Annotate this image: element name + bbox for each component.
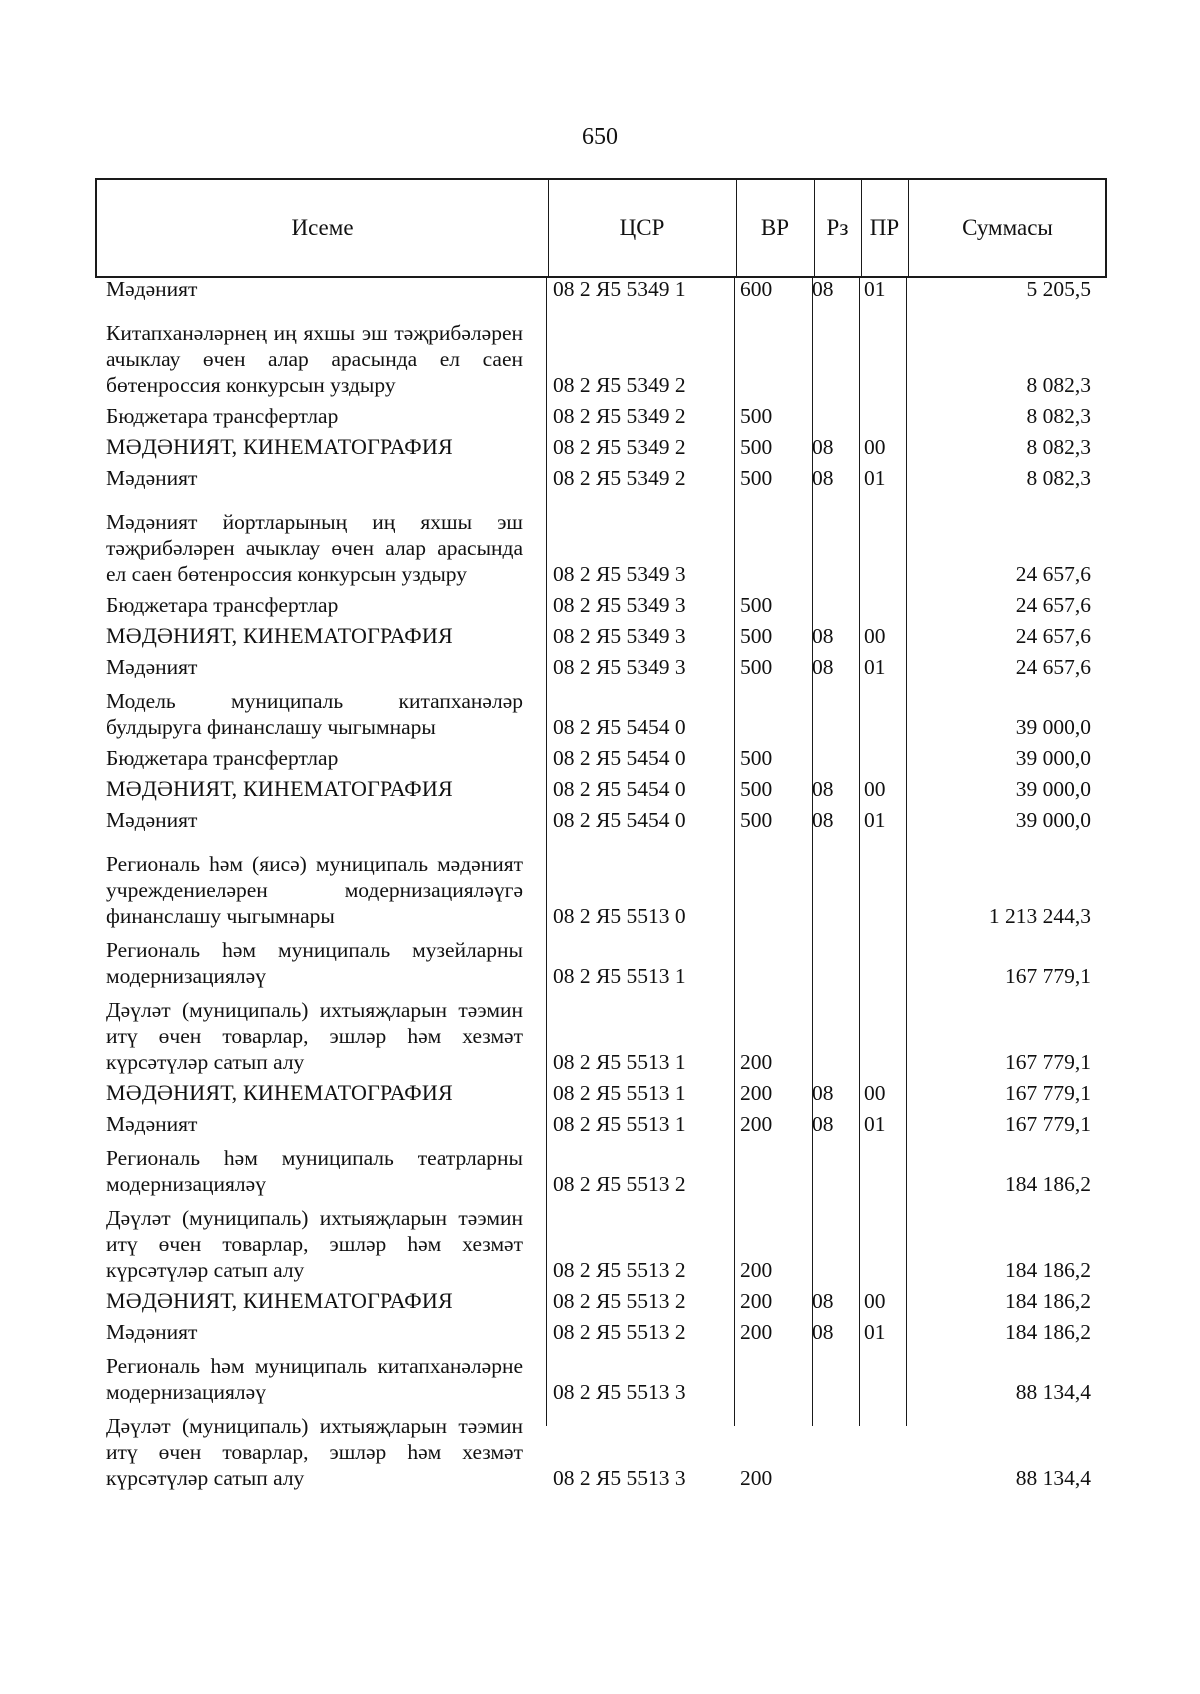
table-row [95, 654, 1107, 680]
row-csr: 08 2 Я5 5349 2 [553, 373, 686, 397]
row-sum: 24 657,6 [1015, 624, 1091, 648]
row-name: МӘДӘНИЯТ, КИНЕМАТОГРАФИЯ [106, 434, 453, 459]
header-csr: ЦСР [619, 215, 665, 240]
row-csr: 08 2 Я5 5513 1 [553, 1112, 686, 1136]
row-vr: 500 [740, 746, 773, 770]
row-sum: 184 186,2 [1005, 1172, 1091, 1196]
row-name: Региональ һәм муниципаль театрларны модернизацияләү [106, 1146, 523, 1196]
table-row [95, 1413, 1107, 1491]
row-sum: 184 186,2 [1005, 1258, 1091, 1282]
table-row [95, 1111, 1107, 1137]
row-pr: 00 [864, 1289, 886, 1313]
row-vr: 200 [740, 1081, 773, 1105]
row-csr: 08 2 Я5 5349 3 [553, 624, 686, 648]
table-row [95, 276, 1107, 302]
row-csr: 08 2 Я5 5513 2 [553, 1289, 686, 1313]
row-csr: 08 2 Я5 5513 3 [553, 1466, 686, 1490]
row-sum: 167 779,1 [1005, 1050, 1091, 1074]
table-row [95, 1353, 1107, 1405]
table-row [95, 851, 1107, 929]
row-sum: 24 657,6 [1015, 655, 1091, 679]
row-rz: 08 [812, 466, 834, 490]
row-rz: 08 [812, 777, 834, 801]
row-vr: 200 [740, 1320, 773, 1344]
row-name: Региональ һәм муниципаль китапханәләрне модернизацияләү [106, 1354, 523, 1404]
row-sum: 8 082,3 [1026, 466, 1091, 490]
row-name: Дәүләт (муниципаль) ихтыяҗларын тәэмин итү өчен товарлар, эшләр һәм хезмәт күрсәтүләр сатып алу [106, 1206, 523, 1282]
row-vr: 200 [740, 1289, 773, 1313]
row-name: Бюджетара трансфертлар [106, 404, 339, 428]
table-row [95, 745, 1107, 771]
row-pr: 00 [864, 435, 886, 459]
row-csr: 08 2 Я5 5513 1 [553, 1050, 686, 1074]
header-name: Исеме [291, 215, 354, 240]
row-name: Бюджетара трансфертлар [106, 746, 339, 770]
row-csr: 08 2 Я5 5454 0 [553, 808, 686, 832]
row-name: Дәүләт (муниципаль) ихтыяҗларын тәэмин итү өчен товарлар, эшләр һәм хезмәт күрсәтүләр сатып алу [106, 998, 523, 1074]
row-csr: 08 2 Я5 5513 2 [553, 1258, 686, 1282]
row-rz: 08 [812, 808, 834, 832]
row-pr: 01 [864, 1320, 886, 1344]
table-body [95, 276, 1107, 1491]
row-sum: 184 186,2 [1005, 1320, 1091, 1344]
row-csr: 08 2 Я5 5349 3 [553, 655, 686, 679]
row-sum: 8 082,3 [1026, 373, 1091, 397]
row-csr: 08 2 Я5 5349 2 [553, 466, 686, 490]
header-pr: ПР [869, 215, 900, 240]
row-pr: 01 [864, 1112, 886, 1136]
row-name: Мәдәният [106, 466, 198, 490]
row-name: МӘДӘНИЯТ, КИНЕМАТОГРАФИЯ [106, 623, 453, 648]
row-csr: 08 2 Я5 5513 2 [553, 1172, 686, 1196]
table-row [95, 465, 1107, 491]
row-vr: 500 [740, 435, 773, 459]
row-pr: 01 [864, 466, 886, 490]
table-header [95, 178, 1107, 278]
row-sum: 8 082,3 [1026, 404, 1091, 428]
row-name: Мәдәният [106, 1320, 198, 1344]
row-sum: 88 134,4 [1015, 1466, 1091, 1490]
row-sum: 39 000,0 [1015, 746, 1091, 770]
row-vr: 500 [740, 808, 773, 832]
row-rz: 08 [812, 1112, 834, 1136]
table-row [95, 592, 1107, 618]
row-csr: 08 2 Я5 5349 2 [553, 435, 686, 459]
row-vr: 600 [740, 277, 773, 301]
row-vr: 500 [740, 593, 773, 617]
table-row [95, 320, 1107, 398]
row-pr: 01 [864, 808, 886, 832]
row-pr: 01 [864, 655, 886, 679]
row-sum: 167 779,1 [1005, 1081, 1091, 1105]
table-row [95, 1080, 1107, 1106]
table-row [95, 1319, 1107, 1345]
row-csr: 08 2 Я5 5513 3 [553, 1380, 686, 1404]
row-name: Региональ һәм (яисә) муниципаль мәдәният учреждениеләрен модернизацияләүгә финанслашу чыгымнары [106, 852, 523, 928]
row-vr: 500 [740, 624, 773, 648]
row-sum: 39 000,0 [1015, 777, 1091, 801]
row-csr: 08 2 Я5 5513 1 [553, 964, 686, 988]
row-rz: 08 [812, 1289, 834, 1313]
row-sum: 167 779,1 [1005, 964, 1091, 988]
row-csr: 08 2 Я5 5513 2 [553, 1320, 686, 1344]
row-csr: 08 2 Я5 5513 1 [553, 1081, 686, 1105]
row-sum: 39 000,0 [1015, 715, 1091, 739]
header-rz: Рз [826, 215, 849, 240]
row-name: Бюджетара трансфертлар [106, 593, 339, 617]
row-name: Мәдәният йортларының иң яхшы эш тәҗрибәләрен ачыклау өчен алар арасында ел саен бөтенроссия конкурсын уздыру [106, 510, 523, 586]
row-csr: 08 2 Я5 5349 3 [553, 562, 686, 586]
page-number: 650 [582, 124, 618, 150]
table-row [95, 623, 1107, 649]
row-name: Мәдәният [106, 277, 198, 301]
row-vr: 500 [740, 777, 773, 801]
row-name: Мәдәният [106, 655, 198, 679]
row-pr: 00 [864, 1081, 886, 1105]
row-name: Мәдәният [106, 808, 198, 832]
row-vr: 200 [740, 1258, 773, 1282]
row-sum: 5 205,5 [1026, 277, 1091, 301]
row-name: Дәүләт (муниципаль) ихтыяҗларын тәэмин итү өчен товарлар, эшләр һәм хезмәт күрсәтүләр сатып алу [106, 1414, 523, 1490]
row-sum: 184 186,2 [1005, 1289, 1091, 1313]
table-row [95, 1145, 1107, 1197]
row-csr: 08 2 Я5 5349 1 [553, 277, 686, 301]
row-rz: 08 [812, 1081, 834, 1105]
row-vr: 200 [740, 1050, 773, 1074]
row-name: Региональ һәм муниципаль музейларны модернизацияләү [106, 938, 523, 988]
row-csr: 08 2 Я5 5349 3 [553, 593, 686, 617]
row-sum: 1 213 244,3 [988, 904, 1091, 928]
row-sum: 167 779,1 [1005, 1112, 1091, 1136]
table-row [95, 434, 1107, 460]
row-csr: 08 2 Я5 5454 0 [553, 777, 686, 801]
row-sum: 88 134,4 [1015, 1380, 1091, 1404]
table-row [95, 1288, 1107, 1314]
table-row [95, 1205, 1107, 1283]
header-vr: ВР [760, 215, 790, 240]
row-name: МӘДӘНИЯТ, КИНЕМАТОГРАФИЯ [106, 776, 453, 801]
row-csr: 08 2 Я5 5349 2 [553, 404, 686, 428]
table-row [95, 509, 1107, 587]
row-rz: 08 [812, 655, 834, 679]
row-vr: 500 [740, 466, 773, 490]
row-rz: 08 [812, 435, 834, 459]
table-row [95, 997, 1107, 1075]
header-sum: Суммасы [962, 215, 1053, 240]
row-vr: 200 [740, 1112, 773, 1136]
row-vr: 500 [740, 655, 773, 679]
row-sum: 24 657,6 [1015, 593, 1091, 617]
table-row [95, 688, 1107, 740]
row-pr: 01 [864, 277, 886, 301]
row-vr: 500 [740, 404, 773, 428]
row-sum: 39 000,0 [1015, 808, 1091, 832]
row-sum: 24 657,6 [1015, 562, 1091, 586]
row-pr: 00 [864, 777, 886, 801]
row-pr: 00 [864, 624, 886, 648]
row-name: МӘДӘНИЯТ, КИНЕМАТОГРАФИЯ [106, 1080, 453, 1105]
row-name: Модель муниципаль китапханәләр булдыруга финанслашу чыгымнары [106, 689, 523, 739]
table-row [95, 937, 1107, 989]
table-row [95, 807, 1107, 833]
row-rz: 08 [812, 624, 834, 648]
table-row [95, 403, 1107, 429]
row-sum: 8 082,3 [1026, 435, 1091, 459]
row-vr: 200 [740, 1466, 773, 1490]
row-rz: 08 [812, 277, 834, 301]
row-csr: 08 2 Я5 5454 0 [553, 746, 686, 770]
row-csr: 08 2 Я5 5513 0 [553, 904, 686, 928]
table-row [95, 776, 1107, 802]
row-rz: 08 [812, 1320, 834, 1344]
row-csr: 08 2 Я5 5454 0 [553, 715, 686, 739]
row-name: Мәдәният [106, 1112, 198, 1136]
row-name: МӘДӘНИЯТ, КИНЕМАТОГРАФИЯ [106, 1288, 453, 1313]
row-name: Китапханәләрнең иң яхшы эш тәҗрибәләрен ачыклау өчен алар арасында ел саен бөтенроссия конкурсын уздыру [106, 321, 523, 397]
